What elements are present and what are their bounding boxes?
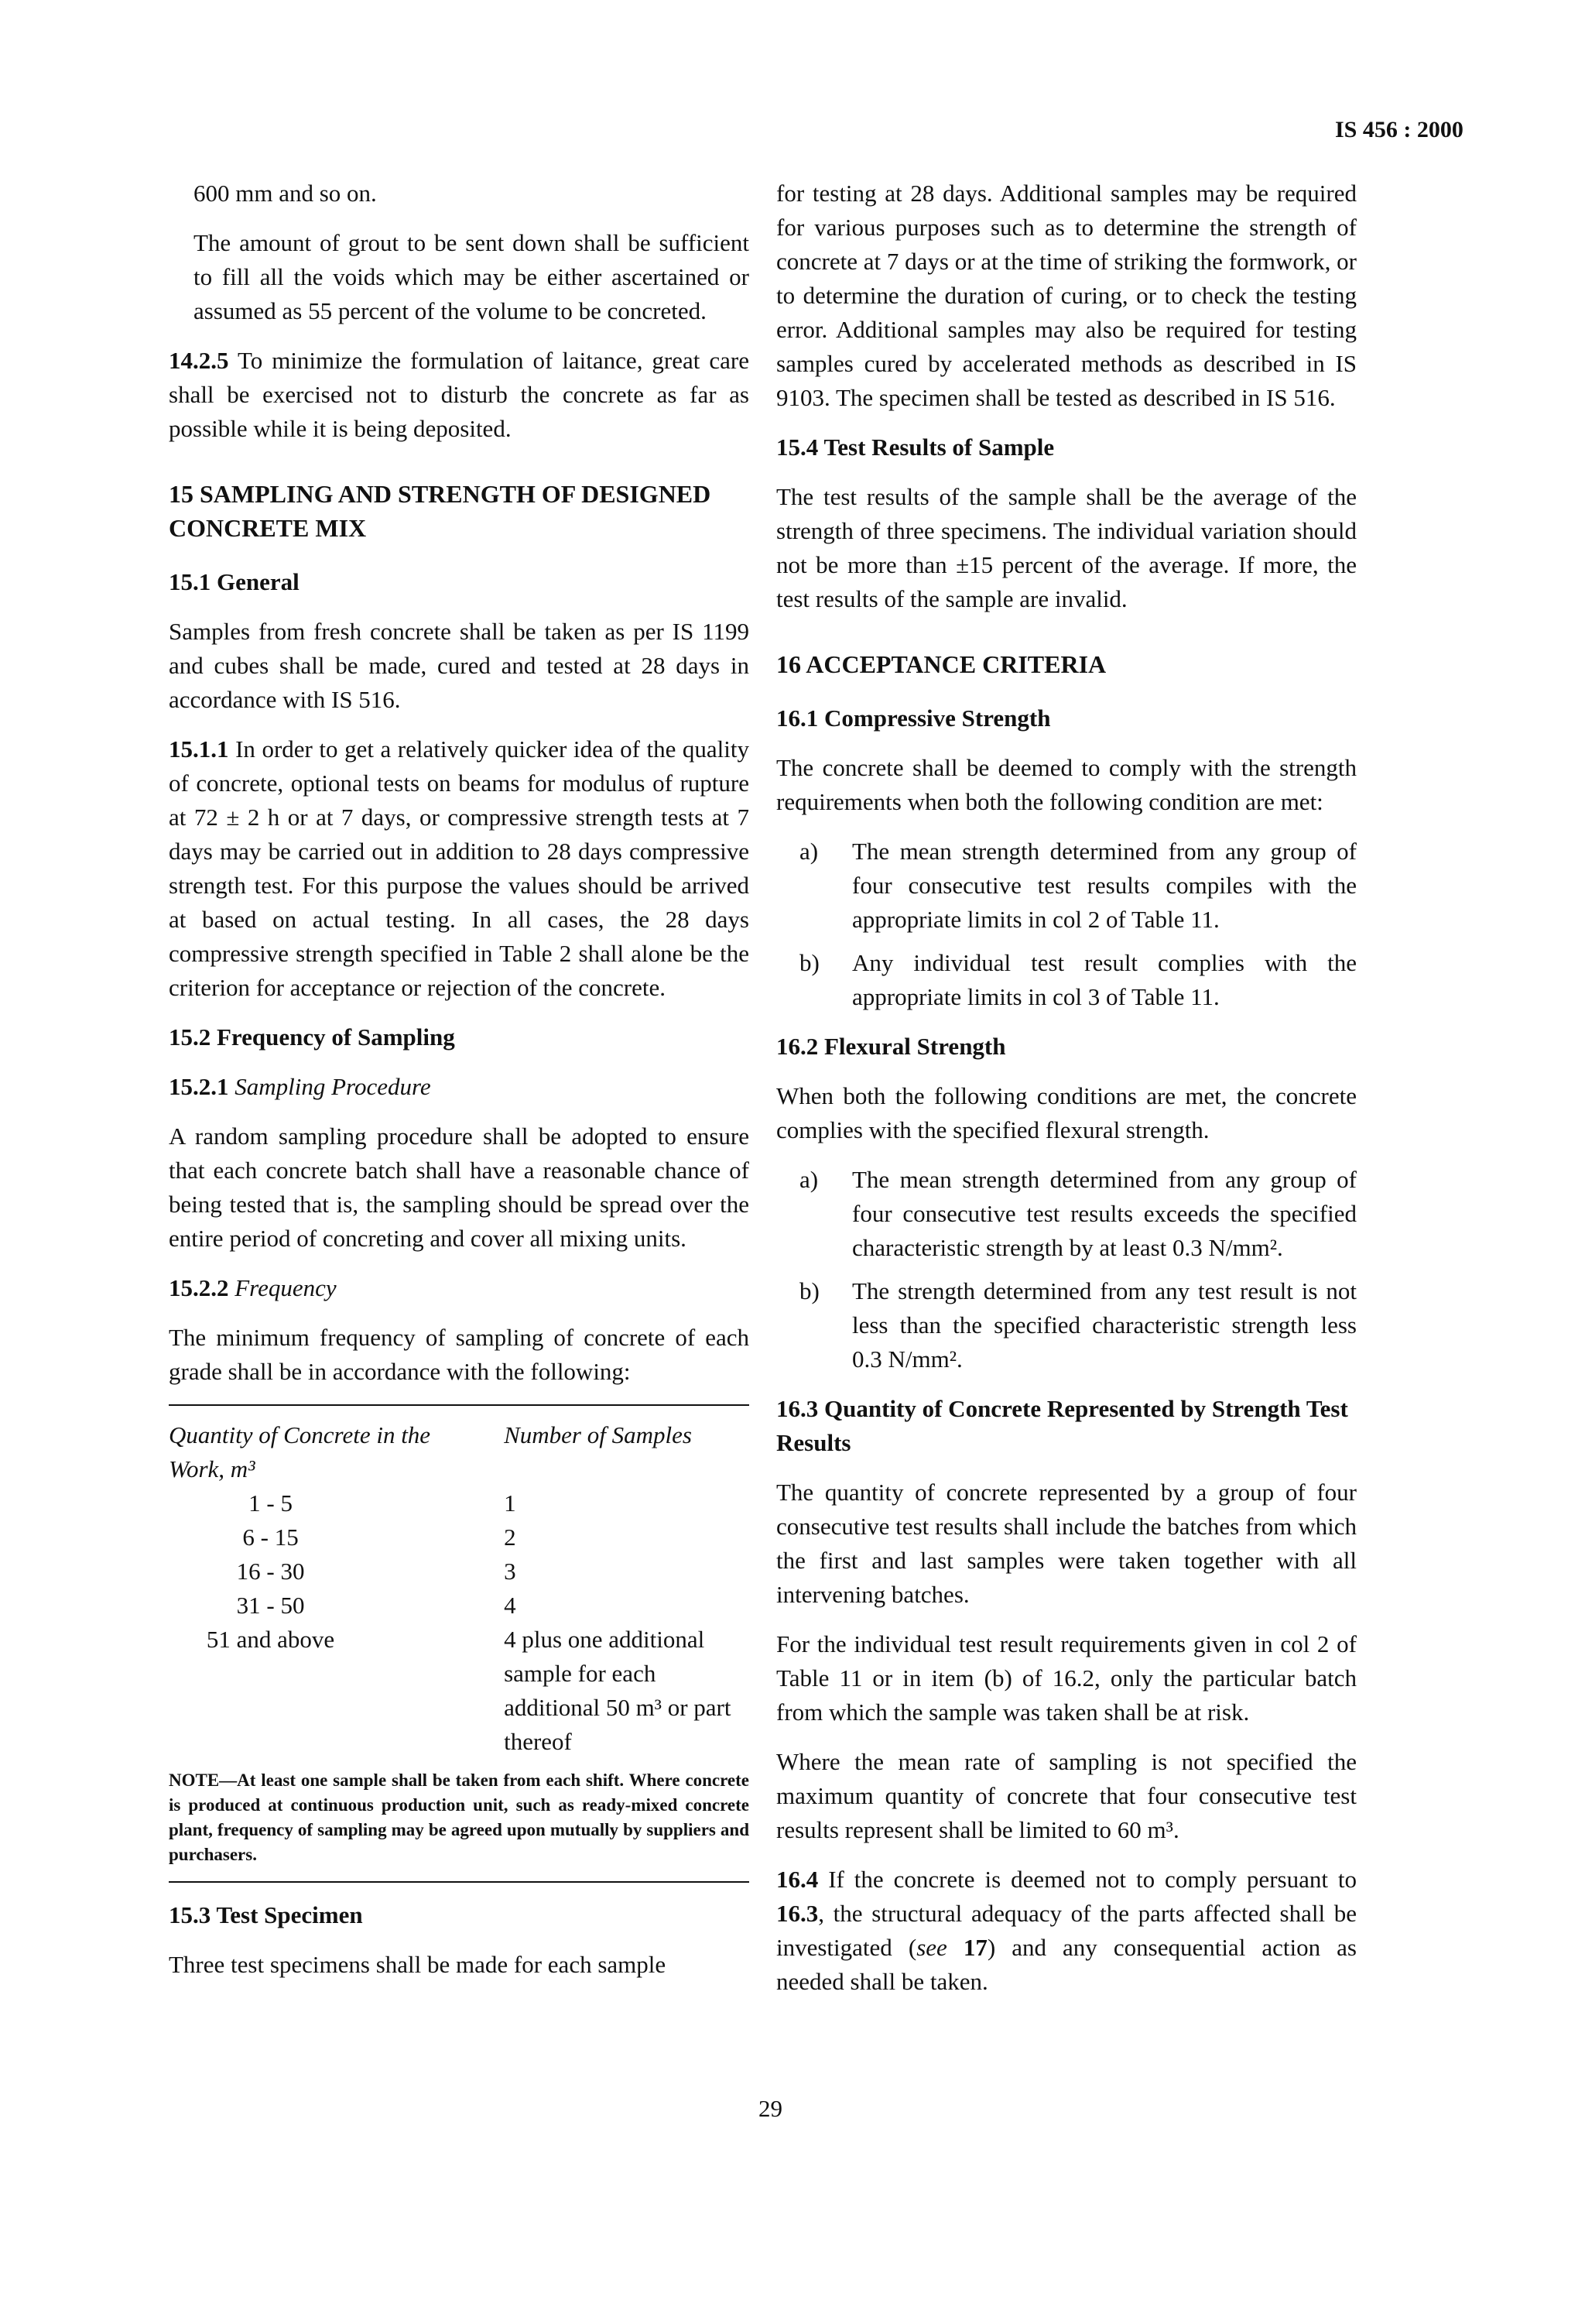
list-item-text: The mean strength determined from any group of four consecutive test results exceeds the specified characteristic strength by at least 0.3 N/mm².: [852, 1166, 1357, 1261]
cross-reference: 16.3: [776, 1900, 819, 1927]
subsection-15-4-heading: [776, 430, 1357, 464]
clause-number: 15.2.2: [169, 1274, 229, 1301]
list-item-label: b): [799, 949, 820, 976]
subsection-15-1-heading: [169, 565, 749, 599]
list-item-label: b): [799, 1277, 820, 1304]
subsection-16-3-paragraph-2: For the individual test result requirements given in col 2 of Table 11 or in item (b) of 16.2, only the particular batch from which the sample was taken shall be at risk.: [776, 1630, 1357, 1726]
compressive-criteria-list: [776, 835, 1357, 1014]
subsection-16-3-heading: [776, 1392, 1357, 1460]
subsection-16-3-paragraph-1: The quantity of concrete represented by a group of four consecutive test results shall include the batches from which the first and last samples were taken together with all intervening batches.: [776, 1479, 1357, 1608]
subsection-16-1-text: The concrete shall be deemed to comply with the strength requirements when both the following condition are met:: [776, 754, 1357, 815]
flexural-criteria-list: [776, 1163, 1357, 1376]
subsection-number: 15.1: [169, 568, 211, 595]
table-cell-quantity: 31 - 50: [236, 1592, 305, 1619]
clause-title: Frequency: [234, 1274, 337, 1301]
table-row: [169, 1520, 749, 1554]
subsection-number: 16.1: [776, 704, 819, 732]
clause-15-1-1: [169, 732, 749, 1005]
clause-number: 16.4: [776, 1866, 819, 1893]
list-item: [776, 1274, 1357, 1376]
table-cell-samples: 3: [504, 1558, 516, 1585]
subsection-number: 15.3: [169, 1901, 211, 1928]
table-header-quantity: Quantity of Concrete in the: [169, 1421, 431, 1448]
section-16-title: 16 ACCEPTANCE CRITERIA: [776, 650, 1107, 678]
subsection-16-2-text: When both the following conditions are met, the concrete complies with the specified flexural strength.: [776, 1082, 1357, 1143]
continued-paragraph-2: The amount of grout to be sent down shall be sufficient to fill all the voids which may be either ascertained or assumed as 55 percent of the volume to be concreted.: [193, 229, 749, 324]
table-top-rule: [169, 1404, 749, 1406]
table-cell-samples: 2: [504, 1524, 516, 1551]
table-note: NOTE—At least one sample shall be taken from each shift. Where concrete is produced at continuous production unit, such as ready-mixed concrete plant, frequency of sampling may be agreed upon mutually by suppliers and purchasers.: [169, 1770, 749, 1864]
list-item-text: The mean strength determined from any group of four consecutive test results compiles with the appropriate limits in col 2 of Table 11.: [852, 838, 1357, 933]
clause-text: , the structural adequacy of the parts affected shall be investigated (: [776, 1900, 1357, 1961]
clause-number: 15.1.1: [169, 735, 229, 763]
list-item: [776, 1163, 1357, 1265]
clause-15-2-2-text: The minimum frequency of sampling of concrete of each grade shall be in accordance with the following:: [169, 1324, 749, 1385]
subsection-title: Test Results of Sample: [823, 434, 1055, 461]
see-reference-word: see: [916, 1934, 947, 1961]
list-item-label: a): [799, 838, 819, 865]
subsection-number: 15.4: [776, 434, 819, 461]
subsection-title: Compressive Strength: [824, 704, 1051, 732]
subsection-16-3-paragraph-3: Where the mean rate of sampling is not specified the maximum quantity of concrete that four consecutive test results represent shall be limited to 60 m³.: [776, 1748, 1357, 1843]
clause-15-2-1-text: A random sampling procedure shall be adopted to ensure that each concrete batch shall have a reasonable chance of being tested that is, the sampling should be spread over the entire period of concreting and cover all mixing units.: [169, 1123, 749, 1252]
clause-title: Sampling Procedure: [234, 1073, 431, 1100]
subsection-title: Quantity of Concrete Represented by Strength Test Results: [776, 1395, 1348, 1456]
clause-15-2-2-heading: [169, 1271, 749, 1305]
table-row: [169, 1554, 749, 1589]
table-header-samples: Number of Samples: [504, 1421, 692, 1448]
subsection-15-1-text: Samples from fresh concrete shall be taken as per IS 1199 and cubes shall be made, cured and tested at 28 days in accordance with IS 516.: [169, 618, 749, 713]
subsection-number: 15.2: [169, 1023, 211, 1051]
section-15-title: 15 SAMPLING AND STRENGTH OF DESIGNED CONCRETE MIX: [169, 480, 711, 542]
subsection-15-2-heading: [169, 1020, 749, 1054]
list-item-label: a): [799, 1166, 819, 1193]
subsection-title: General: [217, 568, 300, 595]
continued-paragraph-1: 600 mm and so on.: [193, 180, 377, 207]
subsection-title: Frequency of Sampling: [217, 1023, 455, 1051]
clause-text: ) and any consequential action as needed shall be taken.: [776, 1934, 1357, 1995]
left-column: [169, 177, 749, 1997]
clause-14-2-5: [169, 344, 749, 446]
list-item: [776, 835, 1357, 937]
subsection-title: Flexural Strength: [824, 1033, 1006, 1060]
right-column: [776, 177, 1357, 2014]
table-cell-samples: 4 plus one additional sample for each additional 50 m³ or part thereof: [504, 1626, 731, 1755]
clause-number: 14.2.5: [169, 347, 229, 374]
clause-15-2-1-heading: [169, 1070, 749, 1104]
table-header-quantity-unit: Work, m³: [169, 1455, 255, 1482]
table-row: [169, 1486, 749, 1520]
subsection-16-2-heading: [776, 1030, 1357, 1064]
table-cell-quantity: 51 and above: [206, 1626, 335, 1653]
table-cell-quantity: 16 - 30: [236, 1558, 305, 1585]
continued-paragraph-right: for testing at 28 days. Additional samples may be required for various purposes such as to determine the strength of concrete at 7 days or at the time of striking the formwork, or to determine the duration of curing, or to check the testing error. Additional samples may also be required for testing samples cured by accelerated methods as described in IS 9103. The specimen shall be tested as described in IS 516.: [776, 180, 1357, 411]
list-item-text: The strength determined from any test result is not less than the specified characteristic strength less 0.3 N/mm².: [852, 1277, 1357, 1373]
table-bottom-rule: [169, 1881, 749, 1883]
table-row: [169, 1589, 749, 1623]
subsection-15-3-heading: [169, 1898, 749, 1932]
table-cell-quantity: 1 - 5: [248, 1489, 293, 1517]
table-cell-quantity: 6 - 15: [242, 1524, 299, 1551]
subsection-16-1-heading: [776, 701, 1357, 735]
document-code-header: IS 456 : 2000: [1335, 117, 1463, 142]
subsection-number: 16.2: [776, 1033, 819, 1060]
clause-number: 15.2.1: [169, 1073, 229, 1100]
subsection-15-3-text: Three test specimens shall be made for each sample: [169, 1951, 666, 1978]
table-cell-samples: 4: [504, 1592, 516, 1619]
list-item-text: Any individual test result complies with the appropriate limits in col 3 of Table 11.: [852, 949, 1357, 1010]
page-number: 29: [758, 2095, 782, 2122]
sampling-frequency-table: [169, 1418, 749, 1759]
subsection-number: 16.3: [776, 1395, 819, 1422]
clause-text: To minimize the formulation of laitance, great care shall be exercised not to disturb the concrete as far as possible while it is being deposited.: [169, 347, 749, 442]
list-item: [776, 946, 1357, 1014]
cross-reference: 17: [963, 1934, 988, 1961]
table-row: [169, 1623, 749, 1759]
subsection-title: Test Specimen: [216, 1901, 363, 1928]
clause-text: In order to get a relatively quicker idea of the quality of concrete, optional tests on beams for modulus of rupture at 72 ± 2 h or at 7 days, or compressive strength tests at 7 days may be carried out in addition to 28 days compressive strength test. For this purpose the values should be arrived at based on actual testing. In all cases, the 28 days compressive strength specified in Table 2 shall alone be the criterion for acceptance or rejection of the concrete.: [169, 735, 750, 1001]
clause-16-4: [776, 1863, 1357, 1999]
clause-text: If the concrete is deemed not to comply persuant to: [828, 1866, 1357, 1893]
subsection-15-4-text: The test results of the sample shall be the average of the strength of three specimens. The individual variation should not be more than ±15 percent of the average. If more, the test results of the sample are invalid.: [776, 483, 1357, 612]
table-cell-samples: 1: [504, 1489, 516, 1517]
